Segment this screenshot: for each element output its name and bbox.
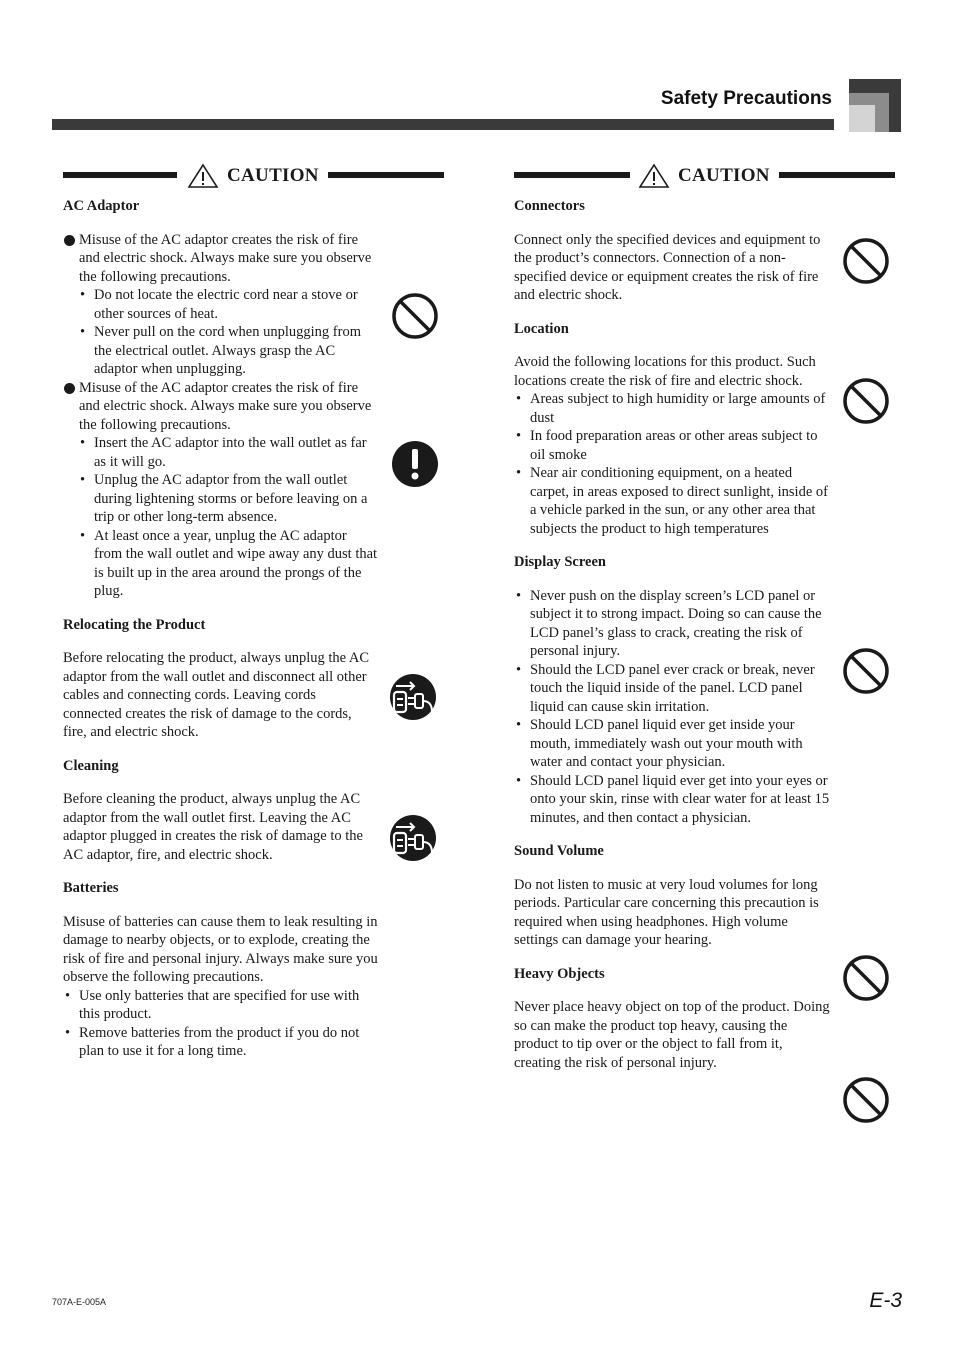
paragraph: Misuse of the AC adaptor creates the risk of fire and electric shock. Always make sure you observe the following precautions. bbox=[79, 231, 372, 285]
section-heading: Sound Volume bbox=[514, 843, 604, 859]
list-item: • Never pull on the cord when unplugging from the electrical outlet. Always grasp the AC adaptor when unplugging. bbox=[94, 323, 378, 379]
section-heading: AC Adaptor bbox=[63, 198, 140, 214]
list-item: • Use only batteries that are specified for use with this product. bbox=[79, 987, 378, 1024]
page-number: E-3 bbox=[869, 1289, 902, 1312]
sub-list bbox=[63, 286, 378, 379]
section-cleaning bbox=[63, 757, 378, 865]
section-relocating bbox=[63, 616, 378, 742]
paragraph: Misuse of batteries can cause them to leak resulting in damage to nearby objects, or to explode, creating the risk of fire and personal injury. Always make sure you observe the following precautions. bbox=[63, 913, 378, 985]
prohibition-icon bbox=[841, 646, 891, 696]
section-batteries bbox=[63, 879, 378, 1061]
header-rule bbox=[52, 119, 834, 130]
paragraph: Misuse of the AC adaptor creates the risk of fire and electric shock. Always make sure you observe the following precautions. bbox=[79, 379, 372, 433]
right-column bbox=[514, 163, 831, 1087]
mandatory-exclamation-icon bbox=[390, 439, 440, 489]
section-ac-adaptor bbox=[63, 197, 378, 601]
bullet-list bbox=[514, 587, 831, 828]
section-sound-volume bbox=[514, 842, 831, 950]
section-location bbox=[514, 320, 831, 539]
section-heading: Heavy Objects bbox=[514, 965, 605, 982]
list-item: • In food preparation areas or other areas subject to oil smoke bbox=[530, 427, 831, 464]
paragraph: Never place heavy object on top of the product. Doing so can make the product top heavy, causing the product to tip over or the object to fall from it, creating the risk of personal injury. bbox=[514, 999, 830, 1071]
list-item: • Should LCD panel liquid ever get into your eyes or onto your skin, rinse with clear water for at least 15 minutes, and then contact a physician. bbox=[530, 772, 831, 828]
caution-label: CAUTION bbox=[678, 164, 770, 186]
list-item: • Near air conditioning equipment, on a heated carpet, in areas exposed to direct sunlight, inside of a vehicle parked in the sun, or any other area that subjects the product to high temperatures bbox=[530, 464, 831, 538]
paragraph: Before cleaning the product, always unplug the AC adaptor from the wall outlet first. Leaving the AC adaptor plugged in creates the risk of damage to the AC adaptor, fire, and electric shock. bbox=[63, 791, 363, 863]
list-item: • At least once a year, unplug the AC adaptor from the wall outlet and wipe away any dust that is built up in the area around the prongs of the plug. bbox=[94, 527, 378, 601]
section-heading: Connectors bbox=[514, 198, 585, 214]
bullet-list bbox=[63, 987, 378, 1061]
list-item bbox=[63, 231, 378, 287]
list-item bbox=[63, 379, 378, 435]
section-heading: Relocating the Product bbox=[63, 616, 206, 633]
page-header-title: Safety Precautions bbox=[660, 88, 832, 109]
section-connectors bbox=[514, 197, 831, 305]
left-column bbox=[63, 163, 378, 1076]
paragraph: Connect only the specified devices and equipment to the product’s connectors. Connection of a non-specified device or equipment creates the risk of fire and electric shock. bbox=[514, 231, 821, 303]
prohibition-icon bbox=[841, 1075, 891, 1125]
section-heading: Batteries bbox=[63, 880, 119, 896]
prohibition-icon bbox=[841, 376, 891, 426]
warning-triangle-icon bbox=[187, 163, 219, 189]
section-heading: Display Screen bbox=[514, 554, 606, 570]
caution-banner bbox=[514, 163, 831, 187]
list-item: • Insert the AC adaptor into the wall outlet as far as it will go. bbox=[94, 434, 378, 471]
document-code: 707A-E-005A bbox=[52, 1297, 107, 1307]
section-display-screen bbox=[514, 553, 831, 827]
bullet-list bbox=[514, 390, 831, 538]
unplug-icon bbox=[388, 813, 438, 863]
unplug-icon bbox=[388, 672, 438, 722]
list-item: • Areas subject to high humidity or large amounts of dust bbox=[530, 390, 831, 427]
paragraph: Avoid the following locations for this product. Such locations create the risk of fire and electric shock. bbox=[514, 354, 816, 389]
prohibition-icon bbox=[390, 291, 440, 341]
section-heading: Cleaning bbox=[63, 757, 119, 774]
list-item: • Should the LCD panel ever crack or break, never touch the liquid inside of the panel. LCD panel liquid can cause skin irritation. bbox=[530, 661, 831, 717]
caution-label: CAUTION bbox=[227, 164, 319, 186]
warning-triangle-icon bbox=[638, 163, 670, 189]
prohibition-icon bbox=[841, 953, 891, 1003]
paragraph: Do not listen to music at very loud volumes for long periods. Particular care concerning this precaution is required when using headphones. High volume settings can damage your hearing. bbox=[514, 876, 819, 948]
caution-banner bbox=[63, 163, 378, 187]
section-heading: Location bbox=[514, 320, 569, 337]
paragraph: Before relocating the product, always unplug the AC adaptor from the wall outlet and disconnect all other cables and connecting cords. Leaving cords connected creates the risk of damage to the cords, fire, and electric shock. bbox=[63, 650, 370, 740]
sub-list bbox=[63, 434, 378, 601]
header-corner-mark bbox=[849, 79, 901, 132]
list-item: • Do not locate the electric cord near a stove or other sources of heat. bbox=[94, 286, 378, 323]
list-item: • Should LCD panel liquid ever get inside your mouth, immediately wash out your mouth with water and contact your physician. bbox=[530, 716, 831, 772]
prohibition-icon bbox=[841, 236, 891, 286]
list-item: • Remove batteries from the product if you do not plan to use it for a long time. bbox=[79, 1024, 378, 1061]
list-item: • Unplug the AC adaptor from the wall outlet during lightening storms or before leaving on a trip or other long-term absence. bbox=[94, 471, 378, 527]
list-item: • Never push on the display screen’s LCD panel or subject it to strong impact. Doing so can cause the LCD panel’s glass to crack, creating the risk of personal injury. bbox=[530, 587, 831, 661]
section-heavy-objects bbox=[514, 965, 831, 1073]
